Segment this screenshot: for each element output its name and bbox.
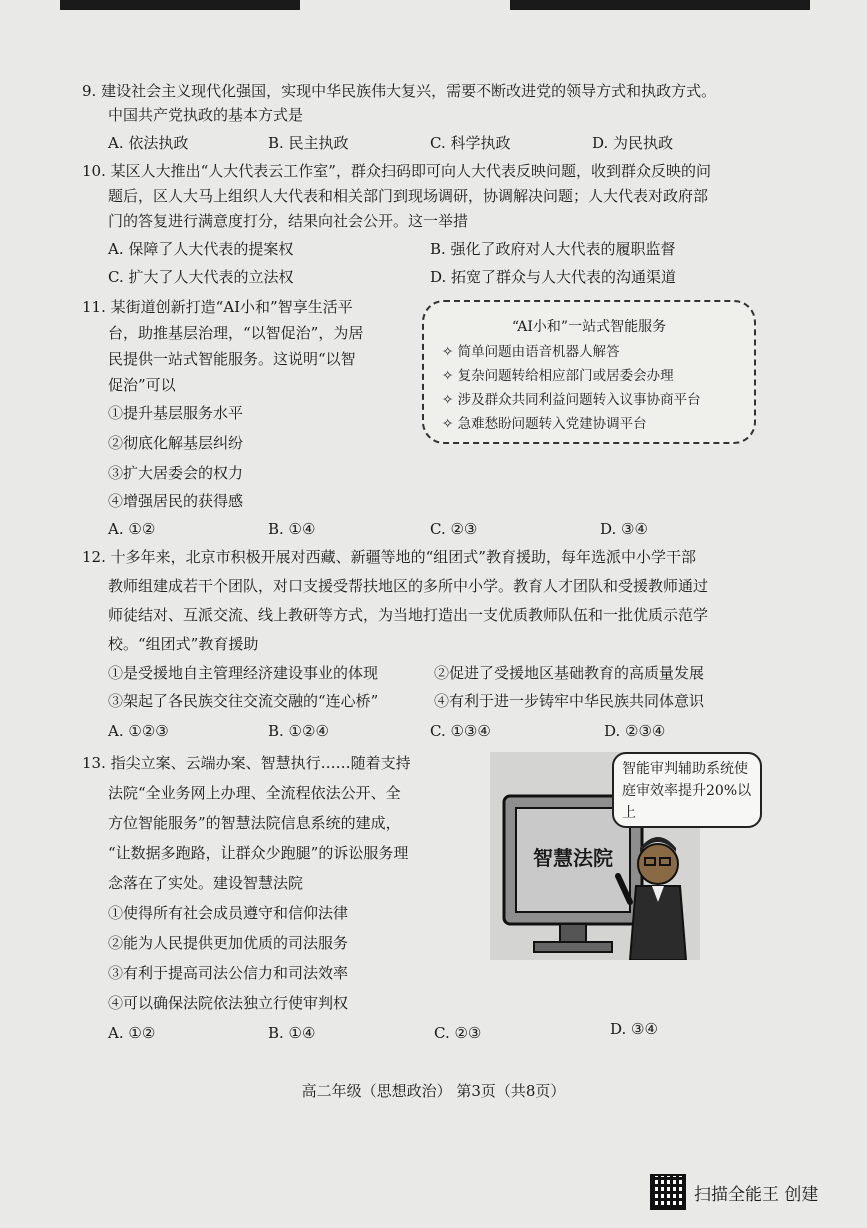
q10-stem-line3: 门的答复进行满意度打分，结果向社会公开。这一举措 (108, 212, 469, 230)
q12-option-a: A. ①②③ (108, 722, 169, 740)
q10-option-d: D. 拓宽了群众与人大代表的沟通渠道 (430, 268, 677, 286)
q12-stem-line1: 12. 十多年来，北京市积极开展对西藏、新疆等地的“组团式”教育援助，每年选派中小学干部 (82, 548, 696, 566)
q11-stem-line2: 台，助推基层治理，“以智促治”，为居 (108, 324, 364, 342)
q9-stem-line2: 中国共产党执政的基本方式是 (108, 106, 304, 124)
q13-stem-line1: 13. 指尖立案、云端办案、智慧执行……随着支持 (82, 754, 411, 772)
q12-option-d: D. ②③④ (604, 722, 666, 740)
q9-option-a: A. 依法执政 (108, 134, 189, 152)
q13-stem-line3: 方位智能服务”的智慧法院信息系统的建成， (108, 814, 401, 832)
q10-stem-line2: 题后，区人大马上组织人大代表和相关部门到现场调研，协调解决问题；人大代表对政府部 (108, 187, 709, 205)
ai-service-item-2: ✧ 复杂问题转给相应部门或居委会办理 (442, 368, 674, 384)
ai-service-item-4: ✧ 急难愁盼问题转入党建协调平台 (442, 416, 647, 432)
q9-option-b: B. 民主执政 (268, 134, 349, 152)
q12-option-b: B. ①②④ (268, 722, 329, 740)
q13-statement-3: ③有利于提高司法公信力和司法效率 (108, 964, 349, 982)
scanner-watermark (650, 1172, 818, 1212)
q13-statement-1: ①使得所有社会成员遵守和信仰法律 (108, 904, 349, 922)
q12-stem-line3: 师徒结对、互派交流、线上教研等方式，为当地打造出一支优质教师队伍和一批优质示范学 (108, 606, 709, 624)
q11-statement-2: ②彻底化解基层纠纷 (108, 434, 244, 452)
qr-code-icon (650, 1174, 686, 1210)
q10-option-c: C. 扩大了人大代表的立法权 (108, 268, 294, 286)
q12-stem-line2: 教师组建成若干个团队，对口支援受帮扶地区的多所中小学。教育人才团队和受援教师通过 (108, 577, 709, 595)
q12-stem-line4: 校。“组团式”教育援助 (108, 635, 259, 653)
q11-stem-line4: 促治”可以 (108, 376, 176, 394)
scanner-label: 扫描全能王 创建 (694, 1184, 819, 1205)
q11-statement-4: ④增强居民的获得感 (108, 492, 244, 510)
q11-statement-3: ③扩大居委会的权力 (108, 464, 244, 482)
ai-service-item-3: ✧ 涉及群众共同利益问题转入议事协商平台 (442, 392, 701, 408)
q10-stem-line1: 10. 某区人大推出“人大代表云工作室”，群众扫码即可向人大代表反映问题，收到群众反映的问 (82, 162, 711, 180)
q10-option-a: A. 保障了人大代表的提案权 (108, 240, 294, 258)
q11-stem-line3: 民提供一站式智能服务。这说明“以智 (108, 350, 356, 368)
q9-option-d: D. 为民执政 (592, 134, 674, 152)
q11-option-a: A. ①② (108, 520, 156, 538)
q13-option-d: D. ③④ (610, 1020, 658, 1038)
q11-option-d: D. ③④ (600, 520, 648, 538)
q13-option-b: B. ①④ (268, 1024, 316, 1042)
q12-option-c: C. ①③④ (430, 722, 491, 740)
q11-option-b: B. ①④ (268, 520, 316, 538)
q12-statement-1: ①是受援地自主管理经济建设事业的体现 (108, 664, 379, 682)
ai-service-box-title: “AI小和”一站式智能服务 (511, 319, 667, 335)
q12-statement-4: ④有利于进一步铸牢中华民族共同体意识 (434, 692, 705, 710)
ai-service-item-1: ✧ 简单问题由语音机器人解答 (442, 344, 620, 360)
q11-option-c: C. ②③ (430, 520, 478, 538)
q13-stem-line4: “让数据多跑路，让群众少跑腿”的诉讼服务理 (108, 844, 409, 862)
q11-statement-1: ①提升基层服务水平 (108, 404, 244, 422)
q11-stem-line1: 11. 某街道创新打造“AI小和”智享生活平 (82, 298, 353, 316)
q13-option-c: C. ②③ (434, 1024, 482, 1042)
page-footer: 高二年级（思想政治） 第3页（共8页） (301, 1082, 566, 1100)
speech-bubble: 智能审判辅助系统使庭审效率提升20%以上 (612, 752, 762, 828)
q13-option-a: A. ①② (108, 1024, 156, 1042)
q9-option-c: C. 科学执政 (430, 134, 511, 152)
q12-statement-2: ②促进了受援地区基础教育的高质量发展 (434, 664, 705, 682)
q13-statement-2: ②能为人民提供更加优质的司法服务 (108, 934, 349, 952)
q9-stem-line1: 9. 建设社会主义现代化强国，实现中华民族伟大复兴，需要不断改进党的领导方式和执政方式。 (82, 82, 717, 100)
smart-court-screen-label: 智慧法院 (533, 846, 613, 870)
q13-stem-line5: 念落在了实处。建设智慧法院 (108, 874, 304, 892)
q13-stem-line2: 法院“全业务网上办理、全流程依法公开、全 (108, 784, 401, 802)
ai-service-box (422, 300, 756, 444)
q13-statement-4: ④可以确保法院依法独立行使审判权 (108, 994, 349, 1012)
q10-option-b: B. 强化了政府对人大代表的履职监督 (430, 240, 676, 258)
q12-statement-3: ③架起了各民族交往交流交融的“连心桥” (108, 692, 379, 710)
